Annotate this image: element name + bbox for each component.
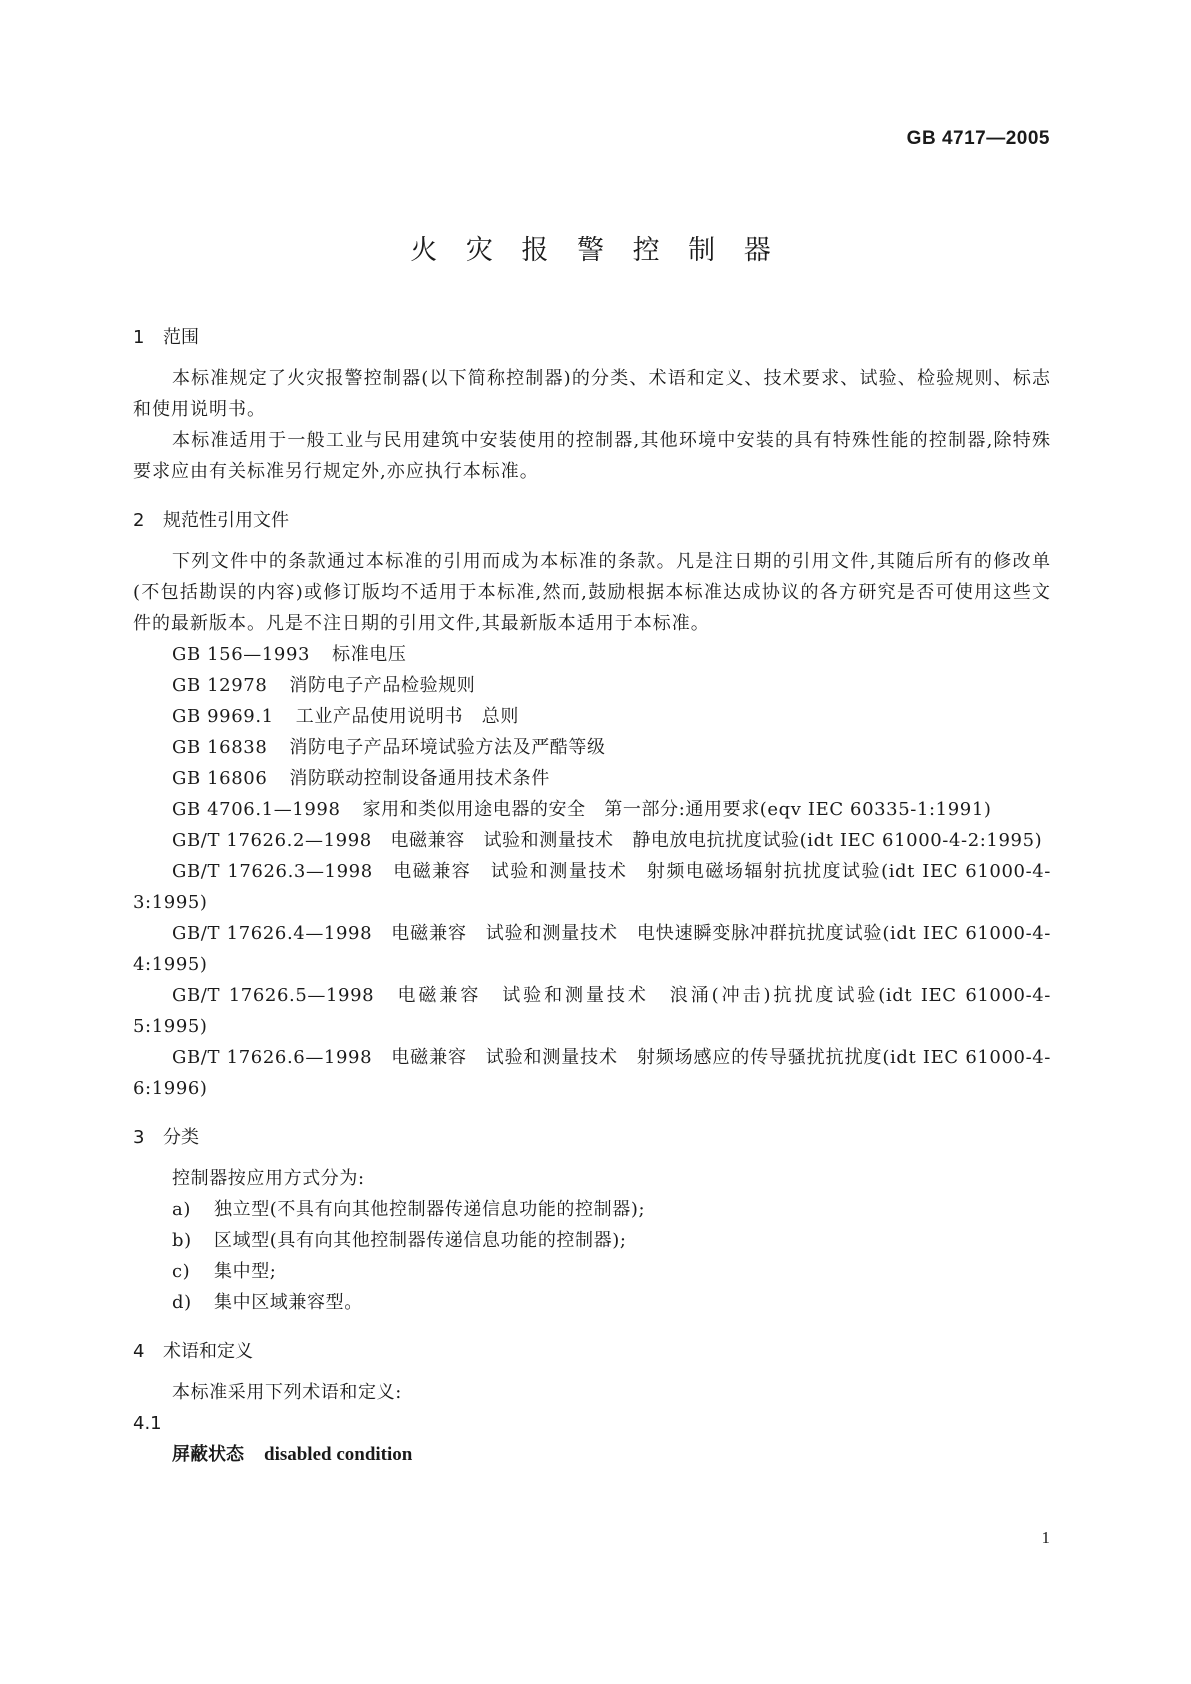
reference-item-long: GB/T 17626.6—1998 电磁兼容 试验和测量技术 射频场感应的传导骚扰抗扰度(idt IEC 61000-4-6:1996) bbox=[133, 1047, 1051, 1099]
reference-code: GB 9969.1 bbox=[172, 706, 274, 727]
reference-code: GB 4706.1—1998 bbox=[172, 799, 341, 820]
section-number: 4 bbox=[133, 1341, 145, 1362]
section-title: 术语和定义 bbox=[163, 1341, 253, 1362]
list-item bbox=[133, 1225, 1051, 1256]
term-entry bbox=[133, 1439, 1051, 1470]
section-number: 2 bbox=[133, 510, 145, 531]
section-title: 范围 bbox=[163, 327, 199, 348]
list-item bbox=[133, 1256, 1051, 1287]
reference-code: GB 156—1993 bbox=[172, 644, 311, 665]
reference-title: 家用和类似用途电器的安全 第一部分:通用要求(eqv IEC 60335-1:1991) bbox=[362, 799, 992, 820]
term-english: disabled condition bbox=[264, 1444, 413, 1465]
section-title: 分类 bbox=[163, 1127, 199, 1148]
section-title: 规范性引用文件 bbox=[163, 510, 289, 531]
list-marker: a) bbox=[172, 1199, 191, 1220]
reference-title: 消防联动控制设备通用技术条件 bbox=[289, 768, 550, 789]
reference-title: 标准电压 bbox=[332, 644, 407, 665]
standard-code: GB 4717—2005 bbox=[906, 128, 1050, 149]
references-intro: 下列文件中的条款通过本标准的引用而成为本标准的条款。凡是注日期的引用文件,其随后所有的修改单(不包括勘误的内容)或修订版均不适用于本标准,然而,鼓励根据本标准达成协议的各方研究是否可使用这些文件的最新版本。凡是不注日期的引用文件,其最新版本适用于本标准。 bbox=[133, 551, 1051, 634]
term-chinese: 屏蔽状态 bbox=[172, 1444, 244, 1465]
section-number: 1 bbox=[133, 327, 145, 348]
section-heading-scope bbox=[133, 322, 1051, 353]
term-number: 4.1 bbox=[133, 1413, 162, 1434]
classification-intro: 控制器按应用方式分为: bbox=[172, 1168, 365, 1189]
document-title: 火 灾 报 警 控 制 器 bbox=[410, 235, 781, 266]
list-marker: b) bbox=[172, 1230, 192, 1251]
reference-title: 消防电子产品检验规则 bbox=[289, 675, 476, 696]
reference-title: 消防电子产品环境试验方法及严酷等级 bbox=[289, 737, 606, 758]
reference-item-long: GB/T 17626.4—1998 电磁兼容 试验和测量技术 电快速瞬变脉冲群抗扰度试验(idt IEC 61000-4-4:1995) bbox=[133, 923, 1051, 975]
list-text: 集中型; bbox=[214, 1261, 277, 1282]
reference-item bbox=[133, 794, 1051, 825]
reference-item bbox=[133, 639, 1051, 670]
list-marker: c) bbox=[172, 1261, 191, 1282]
section-heading-references bbox=[133, 505, 1051, 536]
list-item bbox=[133, 1287, 1051, 1318]
page-number: 1 bbox=[1041, 1528, 1050, 1547]
section-heading-classification bbox=[133, 1122, 1051, 1153]
reference-item bbox=[133, 670, 1051, 701]
reference-title: 工业产品使用说明书 总则 bbox=[295, 706, 519, 727]
list-text: 独立型(不具有向其他控制器传递信息功能的控制器); bbox=[214, 1199, 646, 1220]
scope-paragraph: 本标准规定了火灾报警控制器(以下简称控制器)的分类、术语和定义、技术要求、试验、检验规则、标志和使用说明书。 bbox=[133, 368, 1051, 420]
section-heading-terms bbox=[133, 1336, 1051, 1367]
reference-item-long: GB/T 17626.3—1998 电磁兼容 试验和测量技术 射频电磁场辐射抗扰度试验(idt IEC 61000-4-3:1995) bbox=[133, 861, 1051, 913]
scope-paragraph: 本标准适用于一般工业与民用建筑中安装使用的控制器,其他环境中安装的具有特殊性能的控制器,除特殊要求应由有关标准另行规定外,亦应执行本标准。 bbox=[133, 430, 1051, 482]
reference-code: GB 16838 bbox=[172, 737, 268, 758]
reference-item bbox=[133, 701, 1051, 732]
reference-code: GB 12978 bbox=[172, 675, 268, 696]
reference-item-long: GB/T 17626.2—1998 电磁兼容 试验和测量技术 静电放电抗扰度试验(idt IEC 61000-4-2:1995) bbox=[172, 830, 1043, 851]
reference-item-long: GB/T 17626.5—1998 电磁兼容 试验和测量技术 浪涌(冲击)抗扰度试验(idt IEC 61000-4-5:1995) bbox=[133, 985, 1051, 1037]
list-item bbox=[133, 1194, 1051, 1225]
list-text: 区域型(具有向其他控制器传递信息功能的控制器); bbox=[214, 1230, 627, 1251]
list-text: 集中区域兼容型。 bbox=[214, 1292, 363, 1313]
document-body bbox=[133, 322, 1051, 1470]
reference-code: GB 16806 bbox=[172, 768, 268, 789]
list-marker: d) bbox=[172, 1292, 192, 1313]
section-number: 3 bbox=[133, 1127, 145, 1148]
reference-item bbox=[133, 763, 1051, 794]
reference-item bbox=[133, 732, 1051, 763]
terms-intro: 本标准采用下列术语和定义: bbox=[172, 1382, 402, 1403]
